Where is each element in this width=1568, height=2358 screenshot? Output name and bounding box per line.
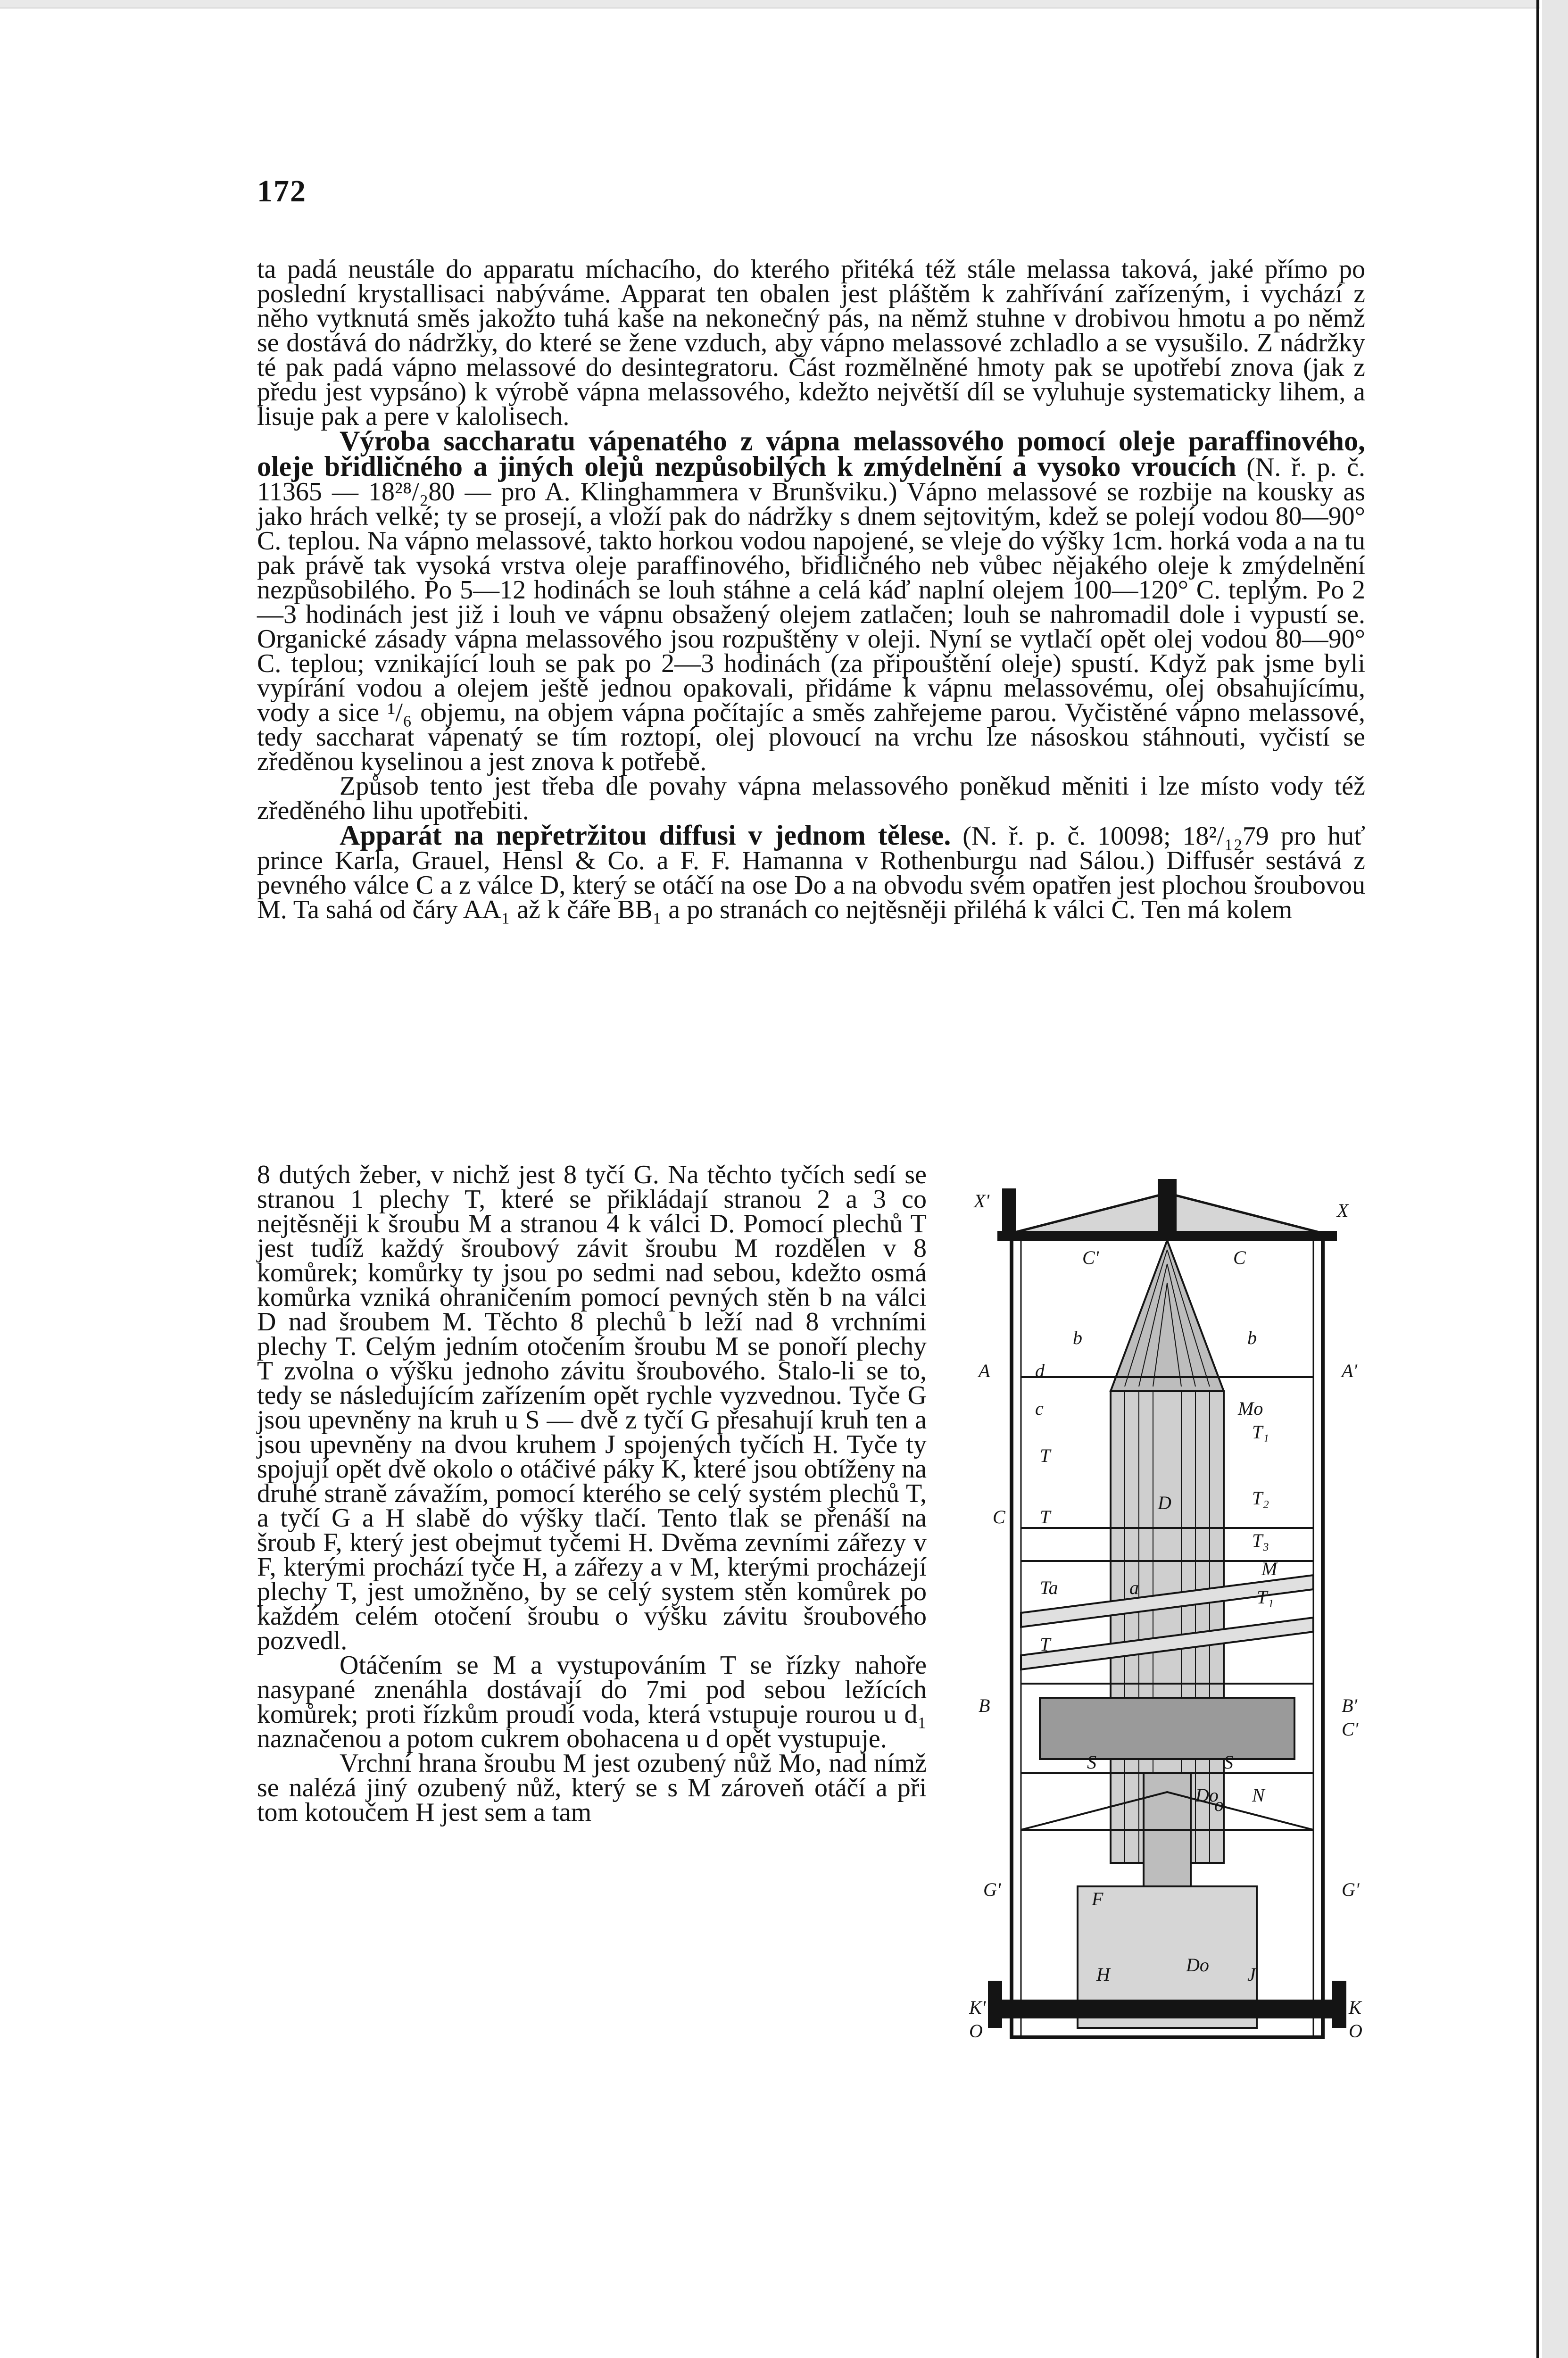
fig-label: X <box>1337 1200 1349 1221</box>
diffuser-drawing <box>969 1179 1365 2066</box>
fig-label: G' <box>983 1879 1001 1900</box>
paragraph-2-text: (N. ř. p. č. 11365 — 18²⁸/₂80 — pro A. Klinghammera v Brunšviku.) Vápno melassové se rozbije na kousky as jako hrách velké; ty se prosejí, a vloží pak do nádržky s dnem sejtovitým, kdež se polejí vodou 80—90° C. teplou. Na vápno melassové, takto horkou vodou napojené, se vleje do výšky 1cm. horká voda a na tu pak právě tak vysoká vrstva oleje paraffinového, břidličného neb vůbec nějakého oleje k zmýdelnění nezpůsobilého. Po 5—12 hodinách se louh stáhne a celá káď naplní olejem 100—120° C. teplým. Po 2—3 hodinách jest již i louh ve vápnu obsažený olejem zatlačen; louh se nahromadil dole i vypustí se. Organické zásady vápna melassového jsou rozpuštěny v oleji. Nyní se vytlačí opět olej vodou 80—90° C. teplou; vznikající louh se pak po 2—3 hodinách (za připouštění oleje) spustí. Když pak jsme byli vypírání vodou a olejem ještě jednou opakovali, přidáme k vápnu melassovému, olej obsahujícímu, vody a sice ¹/₆ objemu, na objem vápna počítajíc a směs zahřejeme parou. Vyčistěné vápno melassové, tedy saccharat vápenatý se tím roztopí, olej plovoucí na vrchu lze násoskou stáhnouti, vyčistí se zředěnou kyselinou a jest znova k potřebě. <box>257 453 1366 776</box>
fig-label: G' <box>1342 1879 1360 1900</box>
fig-label: C' <box>1342 1719 1359 1740</box>
paragraph-1: ta padá neustále do apparatu míchacího, do kterého přitéká též stále melassa taková, jaké přímo po poslední krystallisaci nabýváme. Apparat ten obalen jest pláštěm k zahřívání zařízeným, i vychází z něho vytknutá směs jakožto tuhá kaše na nekonečný pás, na němž stuhne v drobivou hmotu a po němž se dostává do nádržky, do které se žene vzduch, aby vápno melassové zchladlo a se vysušilo. Z nádržky té pak padá vápno melassové do desintegratoru. Část rozmělněné hmoty pak se upotřebí znova (jak z předu jest vypsáno) k výrobě vápna melassového, kdežto největší díl se vyluhuje systematicky lihem, a lisuje pak a pere v kalolisech. <box>257 255 1365 431</box>
page-right-edge <box>1536 0 1539 2358</box>
fig-label: X' <box>974 1190 989 1212</box>
heading-saccharate: Výroba saccharatu vápenatého z vápna melassového pomocí oleje paraffinového, oleje břidličného a jiných olejů nezpůsobilých k zmýdelnění a vysoko vroucích <box>257 425 1365 482</box>
fig-label: S <box>1224 1752 1233 1773</box>
fig-label: C <box>1233 1247 1246 1268</box>
fig-label: F <box>1092 1888 1103 1910</box>
page-margin <box>1542 0 1568 2358</box>
paragraph-4-text: (N. ř. p. č. 10098; 18²/₁₂79 pro huť prince Karla, Grauel, Hensl & Co. a F. F. Hamanna v Rothenburgu nad Sálou.) Diffusér sestává z pevného válce C a z válce D, který se otáčí na ose Do a na obvodu svém opatřen jest plochou šroubovou M. Ta sahá od čáry AA₁ až k čáře BB₁ a po stranách co nejtěsněji přiléhá k válci C. Ten má kolem <box>257 822 1365 924</box>
fig-label: D <box>1158 1492 1171 1513</box>
base-plate <box>988 2000 1346 2018</box>
lever-left <box>988 1981 1002 2028</box>
fig-label: K <box>1349 1997 1361 2018</box>
fig-label: T <box>1040 1634 1051 1655</box>
fig-label: Mo <box>1238 1398 1263 1419</box>
fig-label: d <box>1035 1360 1045 1381</box>
fig-label: O <box>1349 2020 1362 2042</box>
sieve-chamber <box>1040 1698 1294 1759</box>
fig-label: O <box>969 2020 983 2042</box>
fig-label: c <box>1035 1398 1044 1419</box>
lever-right <box>1332 1981 1346 2028</box>
page-number: 172 <box>257 174 307 208</box>
body-text-narrow <box>257 1162 927 1825</box>
central-cone <box>1111 1240 1224 1391</box>
page-top-edge <box>0 0 1540 8</box>
fig-label: Do <box>1195 1785 1219 1806</box>
fig-label: B' <box>1342 1695 1357 1716</box>
fig-label: S <box>1087 1752 1096 1773</box>
top-shaft <box>1158 1179 1177 1236</box>
fig-label: Ta <box>1040 1577 1058 1598</box>
fig-label: T₁ <box>1257 1586 1274 1608</box>
fig-label: A <box>979 1360 990 1381</box>
fig-label: b <box>1247 1327 1257 1348</box>
fig-label: o <box>1214 1794 1224 1815</box>
fig-label: b <box>1073 1327 1082 1348</box>
fig-label: J <box>1247 1964 1256 1985</box>
narrow-paragraph-3: Vrchní hrana šroubu M jest ozubený nůž Mo, nad nímž se nalézá jiný ozubený nůž, který se s M zároveň otáčí a při tom kotoučem H jest sem a tam <box>257 1749 927 1827</box>
fig-label: a <box>1129 1577 1139 1598</box>
body-text-full <box>257 257 1365 922</box>
fig-label: T₃ <box>1252 1530 1269 1551</box>
fig-label: C' <box>1082 1247 1099 1268</box>
narrow-paragraph-1: 8 dutých žeber, v nichž jest 8 tyčí G. Na těchto tyčích sedí se stranou 1 plechy T, které se přikládají stranou 2 a 3 co nejtěsněji k šroubu M a stranou 4 k válci D. Pomocí plechů T jest tudíž každý šroubový závit šroubu M rozdělen v 8 komůrek; komůrky ty jsou po sedmi nad sebou, kdežto osmá komůrka vzniká ohraničením pomocí pevných stěn b na válci D nad šroubem M. Těchto 8 plechů b leží nad 8 vrchními plechy T. Celým jedním otočením šroubu M se ponoří plechy T zvolna o výšku jednoho závitu šroubového. Stalo-li se to, tedy se následujícím zařízením opět rychle vyzvednou. Tyče G jsou upevněny na kruh u S — dvě z tyčí G přesahují kruh ten a jsou upevněny na dvou kruhem J spojených tyčích H. Tyče ty spojují opět dvě okolo o otáčivé páky K, které jsou obtíženy na druhé straně závažím, pomocí kterého se celý systém plechů T, a tyčí G a H slabě do výšky tlačí. Tento tlak se přenáší na šroub F, který jest obejmut tyčemi H. Dvěma zevními zářezy v F, kterými prochází tyče H, a zářezy a v M, kterými procházejí plechy T, jest umožněno, by se celý system stěn komůrek po každém celém otočení šroubu o výšku závitu šroubového pozvedl. <box>257 1160 927 1655</box>
fig-label: K' <box>969 1997 986 2018</box>
fig-label: B <box>979 1695 990 1716</box>
paragraph-4 <box>257 820 1365 924</box>
heading-diffusion: Apparát na nepřetržitou diffusi v jednom tělese. <box>340 820 951 851</box>
fig-label: T <box>1040 1445 1051 1466</box>
fig-label: T₁ <box>1252 1421 1269 1443</box>
fig-label: A' <box>1342 1360 1357 1381</box>
fig-label: C <box>993 1506 1005 1528</box>
paragraph-3: Způsob tento jest třeba dle povahy vápna melassového poněkud měniti i lze místo vody též zředěného lihu upotřebiti. <box>257 772 1365 825</box>
fig-label: N <box>1252 1785 1265 1806</box>
top-shaft-left <box>1002 1188 1016 1231</box>
diffuser-figure <box>969 1179 1365 2066</box>
fig-label: H <box>1096 1964 1110 1985</box>
fig-label: T₂ <box>1252 1487 1269 1509</box>
fig-label: Do <box>1186 1954 1209 1976</box>
fig-label: T <box>1040 1506 1051 1528</box>
narrow-paragraph-2: Otáčením se M a vystupováním T se řízky nahoře nasypané znenáhla dostávají do 7mi pod sebou ležících komůrek; proti řízkům proudí voda, která vstupuje rourou u d₁ naznačenou a potom cukrem obohacena u d opět vystupuje. <box>257 1651 927 1753</box>
paragraph-2 <box>257 425 1366 776</box>
fig-label: M <box>1261 1558 1278 1579</box>
